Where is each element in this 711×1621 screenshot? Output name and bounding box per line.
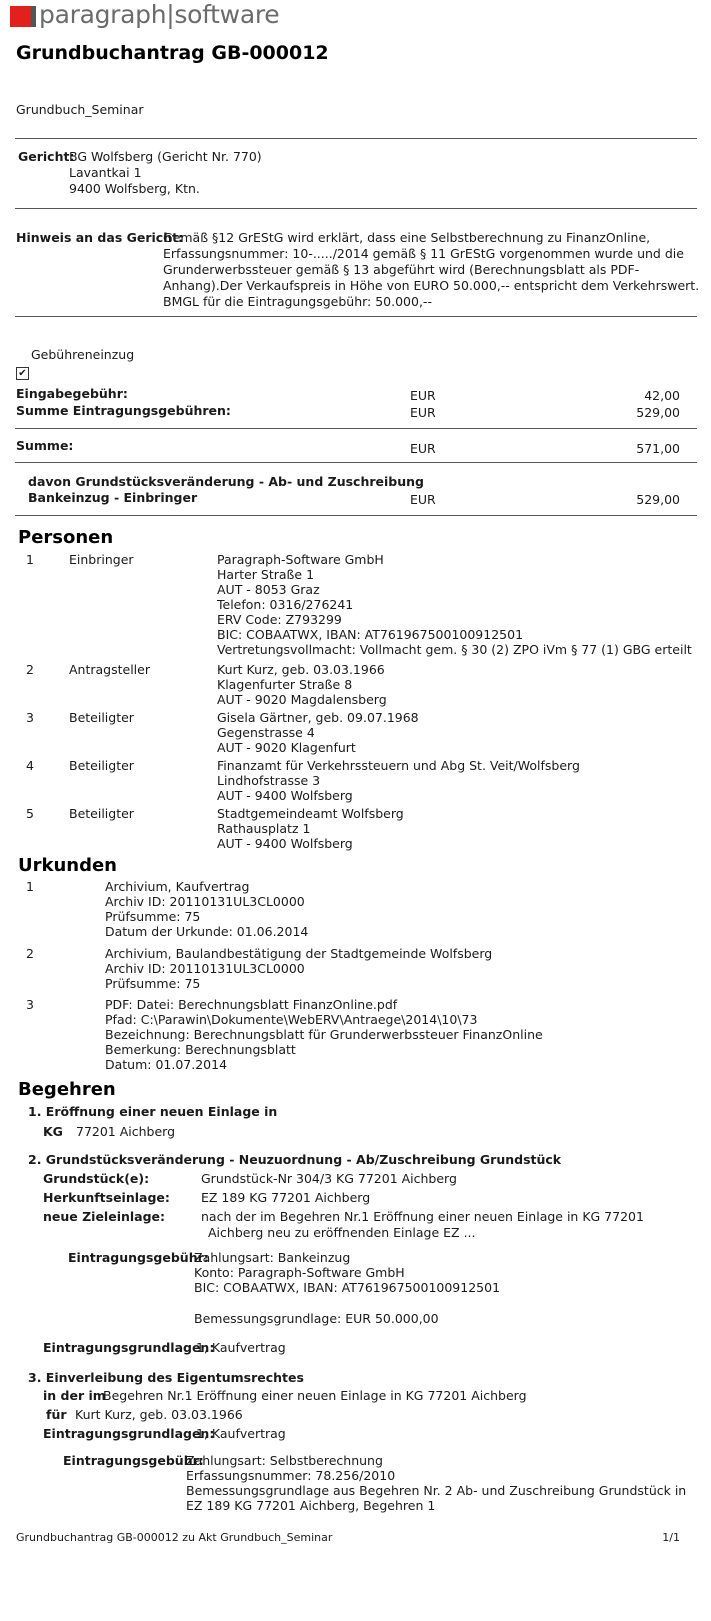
personen-heading: Personen	[18, 527, 114, 548]
person-line: Rathausplatz 1	[217, 821, 311, 836]
brand-logo: paragraph|software	[39, 0, 280, 29]
footer-text: Grundbuchantrag GB-000012 zu Akt Grundbuch_Seminar	[16, 1531, 333, 1544]
hinweis-line: Anhang).Der Verkaufspreis in Höhe von EURO 50.000,-- entspricht dem Verkehrswert.	[163, 278, 700, 293]
summe-eintr-label: Summe Eintragungsgebühren:	[16, 403, 231, 418]
hinweis-line: Erfassungsnummer: 10-...../2014 gemäß § 11 GrEStG vorgenommen wurde und die	[163, 246, 684, 261]
gebuehr-line: Erfassungsnummer: 78.256/2010	[186, 1468, 396, 1483]
urkunde-number: 2	[26, 946, 34, 961]
seminar-name: Grundbuch_Seminar	[16, 102, 144, 117]
gericht-label: Gericht:	[18, 149, 75, 164]
gebuehr-line: Zahlungsart: Bankeinzug	[194, 1250, 351, 1265]
urkunde-line: Archivium, Baulandbestätigung der Stadtgemeinde Wolfsberg	[105, 946, 493, 961]
person-number: 1	[26, 552, 34, 567]
hinweis-label: Hinweis an das Gericht:	[16, 230, 184, 245]
summe-eintr-value: 529,00	[636, 405, 680, 420]
gericht-line: 9400 Wolfsberg, Ktn.	[69, 181, 200, 196]
begehren-heading: Begehren	[18, 1079, 116, 1100]
divider	[15, 515, 697, 516]
person-role: Beteiligter	[69, 710, 134, 725]
divider	[15, 462, 697, 463]
page-number: 1/1	[662, 1531, 680, 1544]
person-role: Beteiligter	[69, 758, 134, 773]
person-line: Stadtgemeindeamt Wolfsberg	[217, 806, 404, 821]
bemessungsgrundlage: Bemessungsgrundlage: EUR 50.000,00	[194, 1311, 439, 1326]
person-line: Klagenfurter Straße 8	[217, 677, 353, 692]
urkunde-line: Bezeichnung: Berechnungsblatt für Grunderwerbssteuer FinanzOnline	[105, 1027, 543, 1042]
grundlagen-value: 1, Kaufvertrag	[196, 1340, 286, 1355]
grundstueck-value: Grundstück-Nr 304/3 KG 77201 Aichberg	[201, 1171, 457, 1186]
person-role: Einbringer	[69, 552, 134, 567]
begehren-1-title: 1. Eröffnung einer neuen Einlage in	[28, 1104, 278, 1119]
hinweis-line: BMGL für die Eintragungsgebühr: 50.000,--	[163, 294, 432, 309]
person-number: 2	[26, 662, 34, 677]
eingabe-currency: EUR	[410, 388, 436, 403]
gebuehr-line: BIC: COBAATWX, IBAN: AT761967500100912501	[194, 1280, 501, 1295]
urkunde-line: Pfad: C:\Parawin\Dokumente\WebERV\Antraege\2014\10\73	[105, 1012, 478, 1027]
page-title: Grundbuchantrag GB-000012	[16, 42, 329, 64]
gebuehr-label: Eintragungsgebühr:	[63, 1453, 204, 1468]
person-role: Beteiligter	[69, 806, 134, 821]
bankeinzug-value: 529,00	[636, 492, 680, 507]
fuer-value: Kurt Kurz, geb. 03.03.1966	[75, 1407, 243, 1422]
herkunft-label: Herkunftseinlage:	[43, 1190, 170, 1205]
gebuehr-line: EZ 189 KG 77201 Aichberg, Begehren 1	[186, 1498, 436, 1513]
person-line: Finanzamt für Verkehrssteuern und Abg St. Veit/Wolfsberg	[217, 758, 580, 773]
person-number: 3	[26, 710, 34, 725]
person-line: AUT - 9400 Wolfsberg	[217, 836, 353, 851]
person-line: Kurt Kurz, geb. 03.03.1966	[217, 662, 385, 677]
person-line: Harter Straße 1	[217, 567, 315, 582]
gebuehr-line: Konto: Paragraph-Software GmbH	[194, 1265, 405, 1280]
gebuehr-line: Bemessungsgrundlage aus Begehren Nr. 2 Ab- und Zuschreibung Grundstück in	[186, 1483, 687, 1498]
gebuehr-line: Zahlungsart: Selbstberechnung	[186, 1453, 383, 1468]
person-line: Vertretungsvollmacht: Vollmacht gem. § 30 (2) ZPO iVm § 77 (1) GBG erteilt	[217, 642, 692, 657]
summe-eintr-currency: EUR	[410, 405, 436, 420]
kg-label: KG	[43, 1124, 63, 1139]
gebuehreneinzug-label: Gebühreneinzug	[31, 347, 135, 362]
grundlagen-label: Eintragungsgrundlagen:	[43, 1426, 215, 1441]
person-line: Paragraph-Software GmbH	[217, 552, 384, 567]
divider	[15, 428, 697, 429]
summe-currency: EUR	[410, 441, 436, 456]
gebuehr-label: Eintragungsgebühr:	[68, 1250, 209, 1265]
urkunde-line: Archiv ID: 20110131UL3CL0000	[105, 961, 305, 976]
person-line: Telefon: 0316/276241	[217, 597, 354, 612]
person-line: AUT - 9400 Wolfsberg	[217, 788, 353, 803]
urkunde-line: Datum der Urkunde: 01.06.2014	[105, 924, 309, 939]
person-line: AUT - 8053 Graz	[217, 582, 320, 597]
person-number: 5	[26, 806, 34, 821]
divider	[15, 208, 697, 209]
zieleinlage-label: neue Zieleinlage:	[43, 1209, 166, 1224]
bankeinzug-label: Bankeinzug - Einbringer	[28, 490, 198, 505]
person-number: 4	[26, 758, 34, 773]
bankeinzug-currency: EUR	[410, 492, 436, 507]
logo-bar-icon	[31, 6, 36, 27]
gericht-line: BG Wolfsberg (Gericht Nr. 770)	[69, 149, 262, 164]
urkunde-number: 3	[26, 997, 34, 1012]
begehren-3-title: 3. Einverleibung des Eigentumsrechtes	[28, 1370, 304, 1385]
divider	[15, 316, 697, 317]
person-line: ERV Code: Z793299	[217, 612, 342, 627]
davon-label: davon Grundstücksveränderung - Ab- und Zuschreibung	[28, 474, 424, 489]
zieleinlage-line: Aichberg neu zu eröffnenden Einlage EZ ...	[208, 1225, 476, 1240]
logo-square-icon	[10, 6, 31, 27]
urkunde-line: Datum: 01.07.2014	[105, 1057, 228, 1072]
urkunde-line: Prüfsumme: 75	[105, 976, 201, 991]
divider	[15, 138, 697, 139]
summe-value: 571,00	[636, 441, 680, 456]
urkunde-number: 1	[26, 879, 34, 894]
gericht-line: Lavantkai 1	[69, 165, 142, 180]
summe-label: Summe:	[16, 438, 74, 453]
zieleinlage-line: nach der im Begehren Nr.1 Eröffnung einer neuen Einlage in KG 77201	[201, 1209, 644, 1224]
hinweis-line: Grunderwerbssteuer gemäß § 13 abgeführt wird (Berechnungsblatt als PDF-	[163, 262, 640, 277]
gebuehreneinzug-checkbox[interactable]: ✔	[16, 367, 29, 380]
person-line: Lindhofstrasse 3	[217, 773, 321, 788]
urkunde-line: PDF: Datei: Berechnungsblatt FinanzOnline.pdf	[105, 997, 398, 1012]
urkunden-heading: Urkunden	[18, 855, 117, 876]
inder-label: in der im	[43, 1388, 106, 1403]
person-line: AUT - 9020 Klagenfurt	[217, 740, 356, 755]
begehren-2-title: 2. Grundstücksveränderung - Neuzuordnung - Ab/Zuschreibung Grundstück	[28, 1152, 562, 1167]
urkunde-line: Prüfsumme: 75	[105, 909, 201, 924]
fuer-label: für	[46, 1407, 67, 1422]
person-role: Antragsteller	[69, 662, 150, 677]
herkunft-value: EZ 189 KG 77201 Aichberg	[201, 1190, 371, 1205]
eingabe-value: 42,00	[644, 388, 680, 403]
person-line: Gegenstrasse 4	[217, 725, 315, 740]
person-line: Gisela Gärtner, geb. 09.07.1968	[217, 710, 419, 725]
grundstueck-label: Grundstück(e):	[43, 1171, 150, 1186]
inder-value: Begehren Nr.1 Eröffnung einer neuen Einlage in KG 77201 Aichberg	[103, 1388, 527, 1403]
eingabe-label: Eingabegebühr:	[16, 386, 128, 401]
urkunde-line: Archivium, Kaufvertrag	[105, 879, 250, 894]
grundlagen-label: Eintragungsgrundlagen:	[43, 1340, 215, 1355]
person-line: AUT - 9020 Magdalensberg	[217, 692, 387, 707]
urkunde-line: Bemerkung: Berechnungsblatt	[105, 1042, 296, 1057]
urkunde-line: Archiv ID: 20110131UL3CL0000	[105, 894, 305, 909]
kg-value: 77201 Aichberg	[76, 1124, 176, 1139]
hinweis-line: Gemäß §12 GrEStG wird erklärt, dass eine Selbstberechnung zu FinanzOnline,	[163, 230, 651, 245]
person-line: BIC: COBAATWX, IBAN: AT761967500100912501	[217, 627, 524, 642]
grundlagen-value: 1, Kaufvertrag	[196, 1426, 286, 1441]
